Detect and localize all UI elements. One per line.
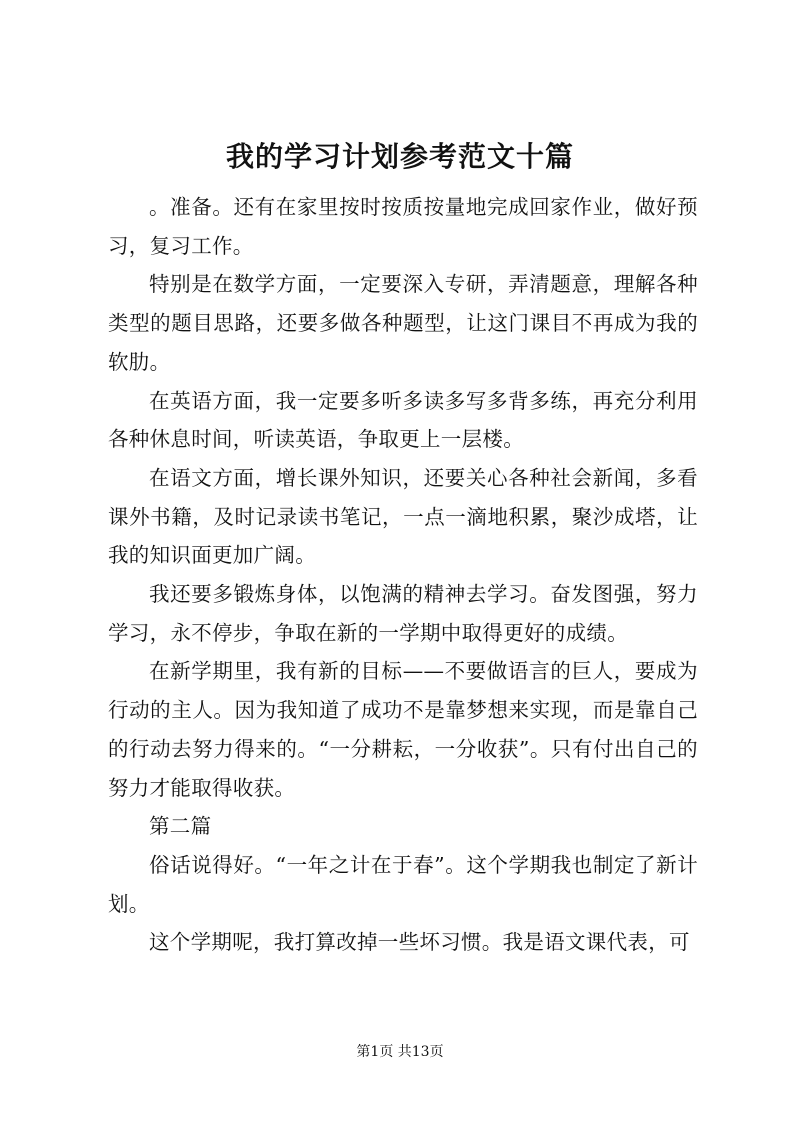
paragraph-7: 俗话说得好。“一年之计在于春”。这个学期我也制定了新计划。 [108,852,698,916]
paragraph-4: 在语文方面，增长课外知识，还要关心各种社会新闻，多看课外书籍，及时记录读书笔记，一点一滴地积累，聚沙成塔，让我的知识面更加广阔。 [108,465,698,568]
page-footer: 第1页 共13页 [356,1044,444,1060]
paragraph-6: 在新学期里，我有新的目标——不要做语言的巨人，要成为行动的主人。因为我知道了成功不是靠梦想来实现，而是靠自己的行动去努力得来的。“一分耕耘，一分收获”。只有付出自己的努力才能取得收获。 [108,659,698,800]
section-heading-second: 第二篇 [149,814,212,839]
document-body [108,188,698,962]
paragraph-3: 在英语方面，我一定要多听多读多写多背多练，再充分利用各种休息时间，听读英语，争取更上一层楼。 [108,388,698,452]
paragraph-8: 这个学期呢，我打算改掉一些坏习惯。我是语文课代表，可 [149,930,690,955]
paragraph-1: 。准备。还有在家里按时按质按量地完成回家作业，做好预习，复习工作。 [108,195,698,258]
paragraph-2: 特别是在数学方面，一定要深入专研，弄清题意，理解各种类型的题目思路，还要多做各种题型，让这门课目不再成为我的软肋。 [108,272,698,374]
paragraph-5: 我还要多锻炼身体，以饱满的精神去学习。奋发图强，努力学习，永不停步，争取在新的一学期中取得更好的成绩。 [108,582,698,645]
document-title: 我的学习计划参考范文十篇 [225,140,574,173]
